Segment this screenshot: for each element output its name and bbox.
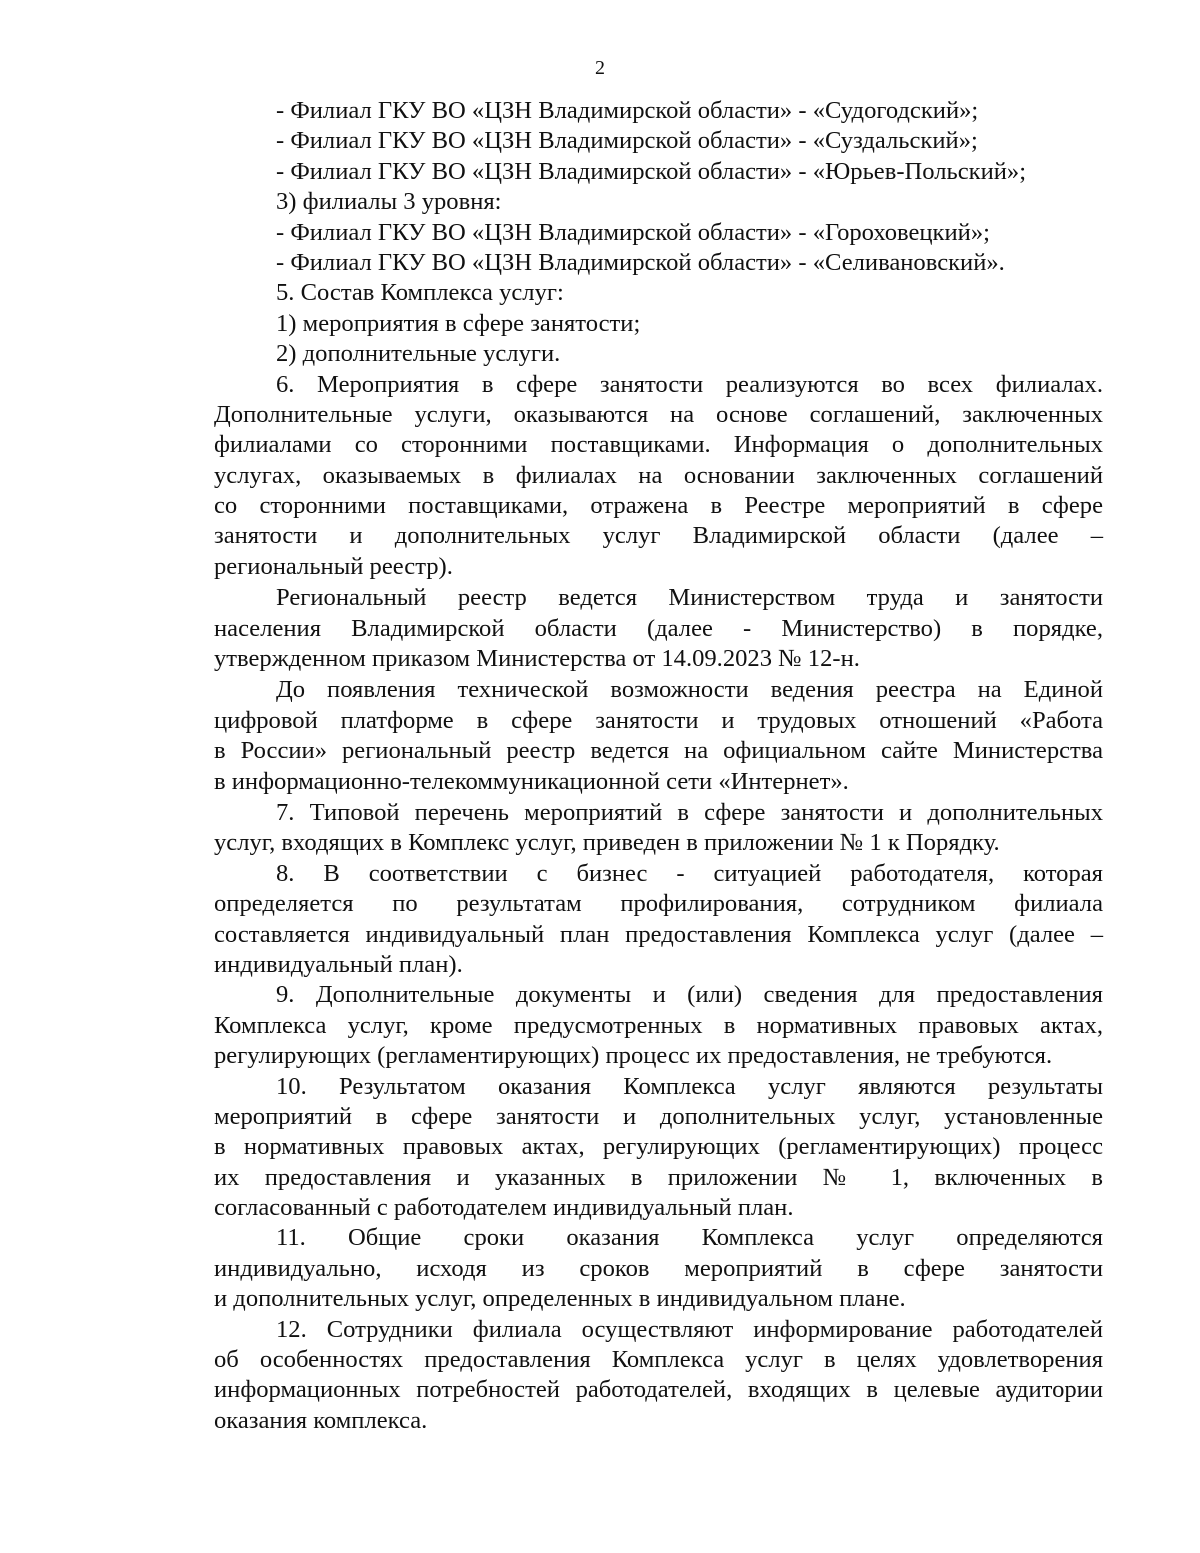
text-line: 5. Состав Комплекса услуг: — [276, 279, 564, 307]
text-line: 1) мероприятия в сфере занятости; — [276, 309, 641, 337]
text-line: и дополнительных услуг, определенных в индивидуальном плане. — [214, 1285, 906, 1313]
text-line: 8. В соответствии с бизнес - ситуацией работодателя, которая — [276, 859, 1103, 887]
text-line: До появления технической возможности ведения реестра на Единой — [276, 676, 1103, 704]
text-line: услугах, оказываемых в филиалах на основании заключенных соглашений — [214, 461, 1103, 489]
text-line: согласованный с работодателем индивидуальный план. — [214, 1194, 794, 1222]
text-line: региональный реестр). — [214, 552, 453, 580]
text-line: 10. Результатом оказания Комплекса услуг являются результаты — [276, 1072, 1103, 1100]
text-line: занятости и дополнительных услуг Владимирской области (далее – — [214, 522, 1103, 550]
text-line: в нормативных правовых актах, регулирующих (регламентирующих) процесс — [214, 1133, 1103, 1161]
text-line: 11. Общие сроки оказания Комплекса услуг определяются — [276, 1224, 1103, 1252]
text-line: со сторонними поставщиками, отражена в Реестре мероприятий в сфере — [214, 492, 1103, 520]
text-line: - Филиал ГКУ ВО «ЦЗН Владимирской области» - «Юрьев-Польский»; — [276, 157, 1027, 185]
text-line: филиалами со сторонними поставщиками. Информация о дополнительных — [214, 431, 1103, 459]
text-line: регулирующих (регламентирующих) процесс их предоставления, не требуются. — [214, 1042, 1053, 1070]
text-line: определяется по результатам профилирования, сотрудником филиала — [214, 890, 1103, 918]
text-line: 3) филиалы 3 уровня: — [276, 188, 502, 216]
text-line: в информационно-телекоммуникационной сети «Интернет». — [214, 767, 849, 795]
text-line: - Филиал ГКУ ВО «ЦЗН Владимирской области» - «Судогодский»; — [276, 97, 979, 124]
text-line: 2) дополнительные услуги. — [276, 340, 561, 368]
text-line: 6. Мероприятия в сфере занятости реализуются во всех филиалах. — [276, 370, 1103, 398]
text-line: оказания комплекса. — [214, 1406, 428, 1434]
page-number: 2 — [595, 57, 605, 79]
text-line: услуг, входящих в Комплекс услуг, приведен в приложении № 1 к Порядку. — [214, 829, 1000, 857]
text-line: индивидуально, исходя из сроков мероприятий в сфере занятости — [214, 1254, 1103, 1282]
text-line: мероприятий в сфере занятости и дополнительных услуг, установленные — [214, 1102, 1103, 1130]
document-body — [214, 96, 1103, 1436]
text-line: - Филиал ГКУ ВО «ЦЗН Владимирской области» - «Суздальский»; — [276, 127, 978, 155]
text-line: Комплекса услуг, кроме предусмотренных в нормативных правовых актах, — [214, 1011, 1103, 1039]
text-line: цифровой платформе в сфере занятости и трудовых отношений «Работа — [214, 706, 1103, 734]
text-line: - Филиал ГКУ ВО «ЦЗН Владимирской области» - «Гороховецкий»; — [276, 218, 990, 246]
text-line: об особенностях предоставления Комплекса услуг в целях удовлетворения — [214, 1346, 1103, 1374]
text-line: 9. Дополнительные документы и (или) сведения для предоставления — [276, 981, 1103, 1009]
text-line: Региональный реестр ведется Министерством труда и занятости — [276, 584, 1103, 612]
text-line: индивидуальный план). — [214, 950, 463, 978]
text-line: 7. Типовой перечень мероприятий в сфере занятости и дополнительных — [276, 798, 1103, 826]
text-line: в России» региональный реестр ведется на официальном сайте Министерства — [214, 737, 1103, 765]
text-line: Дополнительные услуги, оказываются на основе соглашений, заключенных — [214, 400, 1103, 428]
text-line: населения Владимирской области (далее - Министерство) в порядке, — [214, 614, 1103, 642]
text-line: - Филиал ГКУ ВО «ЦЗН Владимирской области» - «Селивановский». — [276, 248, 1005, 276]
text-line: 12. Сотрудники филиала осуществляют информирование работодателей — [276, 1315, 1103, 1343]
text-line: утвержденном приказом Министерства от 14.09.2023 № 12-н. — [214, 645, 860, 673]
text-line: информационных потребностей работодателей, входящих в целевые аудитории — [214, 1376, 1103, 1404]
text-line: их предоставления и указанных в приложении № 1, включенных в — [214, 1163, 1103, 1191]
text-line: составляется индивидуальный план предоставления Комплекса услуг (далее – — [214, 920, 1103, 948]
